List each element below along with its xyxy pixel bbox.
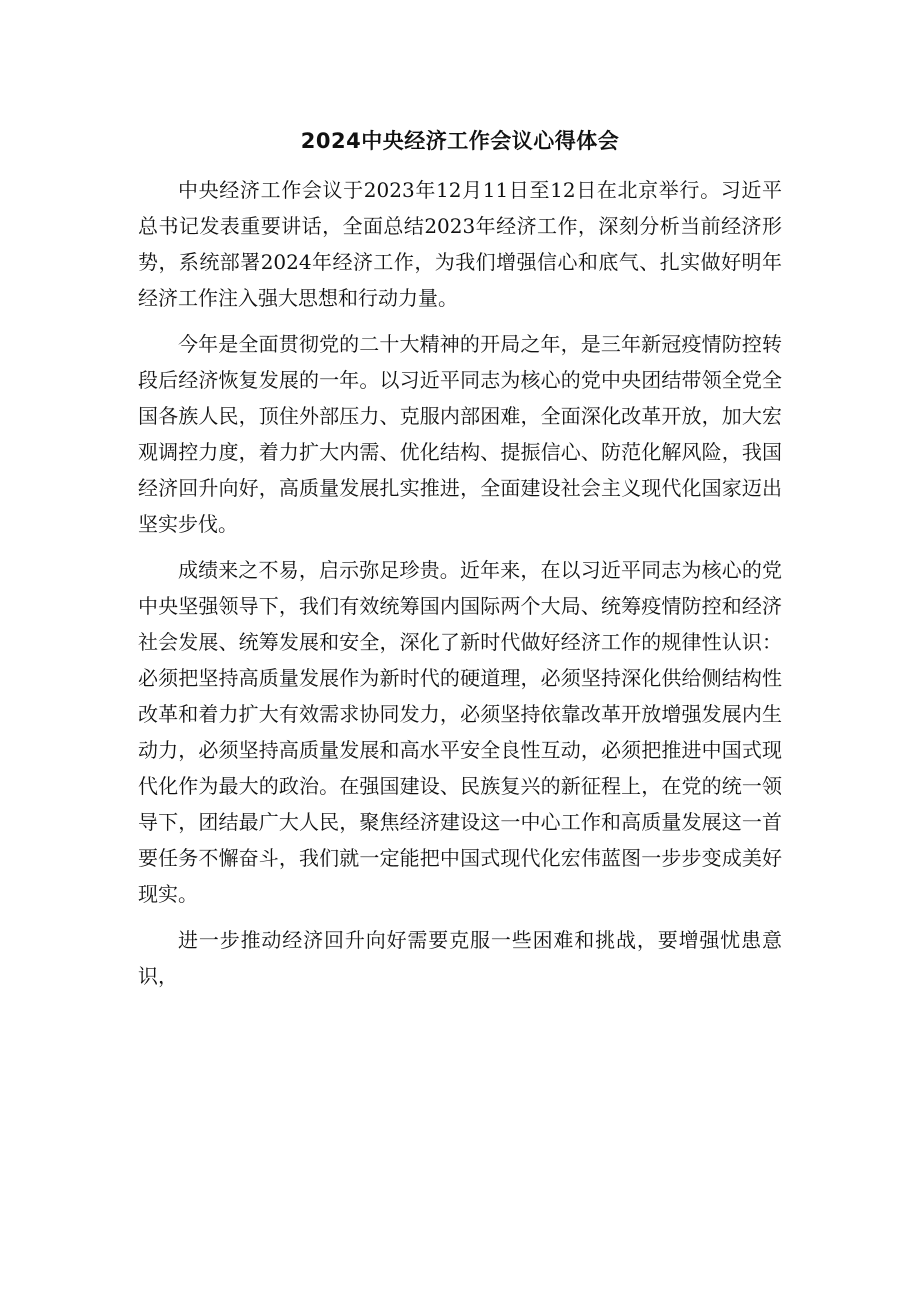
paragraph-3: 成绩来之不易，启示弥足珍贵。近年来，在以习近平同志为核心的党中央坚强领导下，我们有效统筹国内国际两个大局、统筹疫情防控和经济社会发展、统筹发展和安全，深化了新时代做好经济工作的规律性认识：必须把坚持高质量发展作为新时代的硬道理，必须坚持深化供给侧结构性改革和着力扩大有效需求协同发力，必须坚持依靠改革开放增强发展内生动力，必须坚持高质量发展和高水平安全良性互动，必须把推进中国式现代化作为最大的政治。在强国建设、民族复兴的新征程上，在党的统一领导下，团结最广大人民，聚焦经济建设这一中心工作和高质量发展这一首要任务不懈奋斗，我们就一定能把中国式现代化宏伟蓝图一步步变成美好现实。	[138, 558, 782, 906]
paragraph-1: 中央经济工作会议于2023年12月11日至12日在北京举行。习近平总书记发表重要讲话，全面总结2023年经济工作，深刻分析当前经济形势，系统部署2024年经济工作，为我们增强信心和底气、扎实做好明年经济工作注入强大思想和行动力量。	[138, 178, 782, 310]
document-title: 2024中央经济工作会议心得体会	[300, 129, 620, 153]
paragraph-4: 进一步推动经济回升向好需要克服一些困难和挑战，要增强忧患意识，	[138, 928, 782, 988]
paragraph-2: 今年是全面贯彻党的二十大精神的开局之年，是三年新冠疫情防控转段后经济恢复发展的一年。以习近平同志为核心的党中央团结带领全党全国各族人民，顶住外部压力、克服内部困难，全面深化改革开放，加大宏观调控力度，着力扩大内需、优化结构、提振信心、防范化解风险，我国经济回升向好，高质量发展扎实推进，全面建设社会主义现代化国家迈出坚实步伐。	[138, 332, 782, 536]
document-body	[138, 172, 782, 1004]
